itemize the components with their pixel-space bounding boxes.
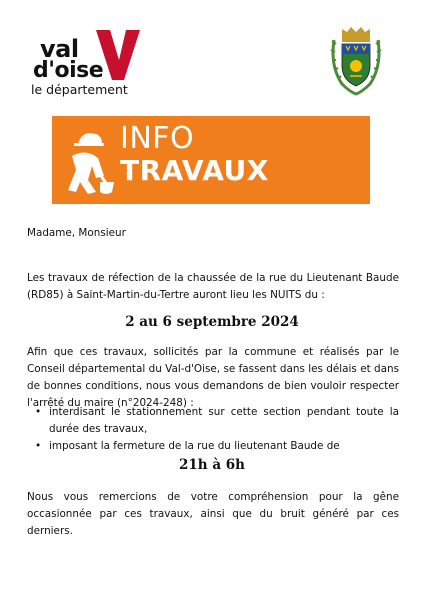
logo-v-mark-icon xyxy=(96,30,140,80)
restrictions-list xyxy=(27,404,399,455)
body-paragraph: Afin que ces travaux, sollicités par la commune et réalisés par le Conseil départemental du Val-d'Oise, se fassent dans les délais et dans de bonnes conditions, nous vous demandons de bien vouloir respecter l'arrêté du maire (n°2024-248) : xyxy=(27,346,399,409)
worker-shovel-icon xyxy=(60,126,116,196)
intro-paragraph: Les travaux de réfection de la chaussée de la rue du Lieutenant Baude (RD85) à Saint-Martin-du-Tertre auront lieu les NUITS du : xyxy=(27,272,399,301)
dates-heading: 2 au 6 septembre 2024 xyxy=(125,314,299,330)
greeting: Madame, Monsieur xyxy=(27,227,126,239)
list-item: • interdisant le stationnement sur cette section pendant toute la durée des travaux, xyxy=(49,404,399,438)
hours-heading: 21h à 6h xyxy=(179,457,245,473)
list-item: • imposant la fermeture de la rue du lieutenant Baude de xyxy=(49,438,399,455)
banner-title-info: INFO xyxy=(120,121,195,156)
logo-tagline: le département xyxy=(31,82,128,97)
logo-line-2: d'oise xyxy=(33,58,104,83)
closing-paragraph: Nous vous remercions de votre compréhension pour la gêne occasionnée par ces travaux, ainsi que du bruit généré par ces derniers. xyxy=(27,491,399,537)
banner-title-travaux: TRAVAUX xyxy=(120,154,269,187)
town-crest-icon xyxy=(328,26,384,98)
logo-line-1: val xyxy=(40,35,79,63)
